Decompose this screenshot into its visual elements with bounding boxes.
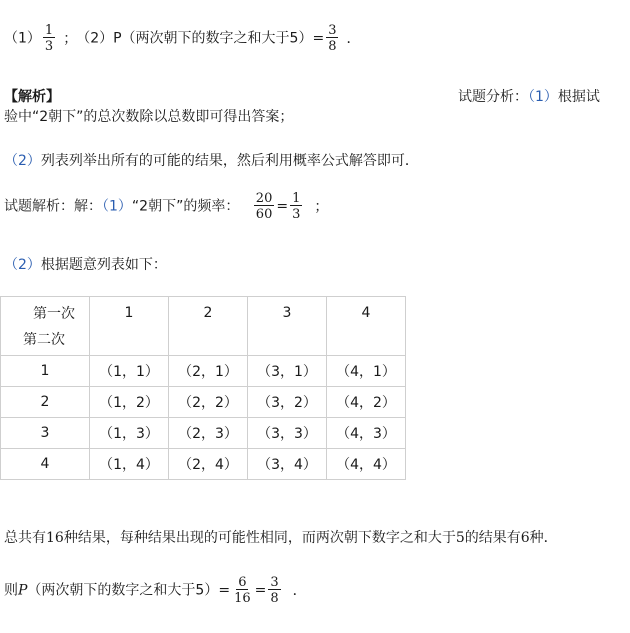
fraction-denominator: 8: [328, 39, 337, 54]
column-header: 1: [90, 297, 169, 356]
fraction-numerator: 1: [292, 191, 301, 206]
conclusion-end: ．: [292, 582, 307, 599]
analysis-right-text: [458, 86, 600, 106]
fraction-numerator: 6: [238, 575, 247, 590]
answer-part2-label: （2）P（两次朝下的数字之和大于5）=: [83, 30, 325, 47]
summary-count-total: 16: [46, 530, 64, 546]
summary-text-2: 种结果，每种结果出现的可能性相同，而两次朝下数字之和大于: [63, 530, 456, 546]
answer-line: [4, 24, 360, 53]
fraction-denominator: 16: [234, 591, 251, 606]
analysis-step-2-number: （2）: [4, 153, 41, 169]
answer-separator: ；: [63, 30, 78, 47]
table-cell: （2，4）: [169, 449, 248, 480]
conclusion-text-2: （两次朝下的数字之和大于5）=: [27, 582, 231, 599]
answer-fraction-1: [43, 24, 55, 53]
summary-count-favorable: 6: [520, 530, 530, 546]
conclusion-equals: =: [254, 582, 267, 599]
solution-fraction-a: [254, 192, 275, 221]
row-header: 3: [1, 418, 90, 449]
solution-end: ；: [314, 198, 329, 215]
outcome-table: [0, 296, 406, 480]
table-row: [1, 418, 406, 449]
answer-end: ．: [346, 30, 361, 47]
table-cell: （4，3）: [327, 418, 406, 449]
fraction-denominator: 3: [44, 39, 54, 54]
table-cell: （1，4）: [90, 449, 169, 480]
table-cell: （3，4）: [248, 449, 327, 480]
fraction-numerator: 3: [270, 575, 279, 590]
row-header: 1: [1, 356, 90, 387]
fraction-numerator: 20: [255, 191, 273, 206]
analysis-heading: 【解析】: [4, 89, 60, 105]
table-corner-cell: [1, 297, 90, 356]
column-header: 3: [248, 297, 327, 356]
solution-equals: =: [276, 198, 289, 215]
summary-text-4: 种．: [529, 530, 558, 546]
table-cell: （4，2）: [327, 387, 406, 418]
solution-line-1: [4, 192, 328, 221]
row-header: 2: [1, 387, 90, 418]
table-cell: （4，1）: [327, 356, 406, 387]
table-row: [1, 356, 406, 387]
table-cell: （3，3）: [248, 418, 327, 449]
fraction-denominator: 60: [255, 207, 273, 222]
answer-part1-label: （1）: [4, 30, 41, 47]
solution-step-2-number: （2）: [4, 257, 41, 273]
fraction-numerator: 3: [328, 23, 337, 38]
conclusion-fraction-b: [268, 576, 280, 605]
table-cell: （1，3）: [90, 418, 169, 449]
table-cell: （2，1）: [169, 356, 248, 387]
summary-line: [4, 527, 558, 547]
table-cell: （3，1）: [248, 356, 327, 387]
answer-fraction-2: [326, 24, 338, 53]
analysis-step-1-number: （1）: [528, 89, 558, 105]
solution-line-2: [4, 254, 167, 274]
analysis-line-2: 验中“2朝下”的总次数除以总数即可得出答案；: [4, 109, 294, 125]
conclusion-probability-symbol: P: [18, 582, 28, 599]
solution-step-1-text: “2朝下”的频率：: [131, 198, 240, 215]
column-header: 4: [327, 297, 406, 356]
solution-step-2-text: 根据题意列表如下：: [40, 257, 167, 273]
column-header: 2: [169, 297, 248, 356]
table-header-row: [1, 297, 406, 356]
fraction-numerator: 1: [44, 23, 54, 38]
table-row: [1, 449, 406, 480]
solution-prefix: 试题解析：解：: [4, 198, 102, 215]
table-cell: （3，2）: [248, 387, 327, 418]
summary-text-1: 总共有: [4, 530, 46, 546]
table-cell: （4，4）: [327, 449, 406, 480]
row-header: 4: [1, 449, 90, 480]
conclusion-line: [4, 576, 307, 605]
analysis-label: 试题分析：: [458, 89, 528, 105]
analysis-line-3: [4, 150, 419, 170]
fraction-denominator: 3: [292, 207, 301, 222]
conclusion-text-1: 则: [4, 582, 18, 599]
conclusion-fraction-a: [232, 576, 253, 605]
header-first-roll: 第一次: [33, 306, 75, 322]
table-row: [1, 387, 406, 418]
solution-fraction-b: [290, 192, 302, 221]
analysis-step-1-text: 根据试: [557, 89, 600, 105]
table-cell: （1，2）: [90, 387, 169, 418]
summary-text-3: 的结果有: [464, 530, 521, 546]
table-cell: （2，2）: [169, 387, 248, 418]
summary-threshold: 5: [455, 530, 465, 546]
table-cell: （2，3）: [169, 418, 248, 449]
header-second-roll: 第二次: [23, 332, 65, 348]
analysis-step-2-text: 列表列举出所有的可能的结果，然后利用概率公式解答即可．: [40, 153, 419, 169]
solution-step-1-number: （1）: [102, 198, 132, 215]
table-cell: （1，1）: [90, 356, 169, 387]
fraction-denominator: 8: [270, 591, 279, 606]
